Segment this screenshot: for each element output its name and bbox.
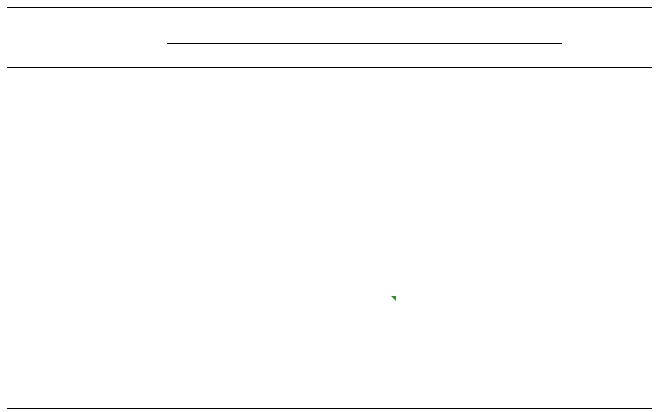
bottom-rule xyxy=(7,408,652,409)
group-title-underline xyxy=(167,43,562,44)
header-bottom-rule xyxy=(7,67,652,68)
comment-marker-icon xyxy=(391,296,396,301)
top-rule xyxy=(7,7,652,8)
